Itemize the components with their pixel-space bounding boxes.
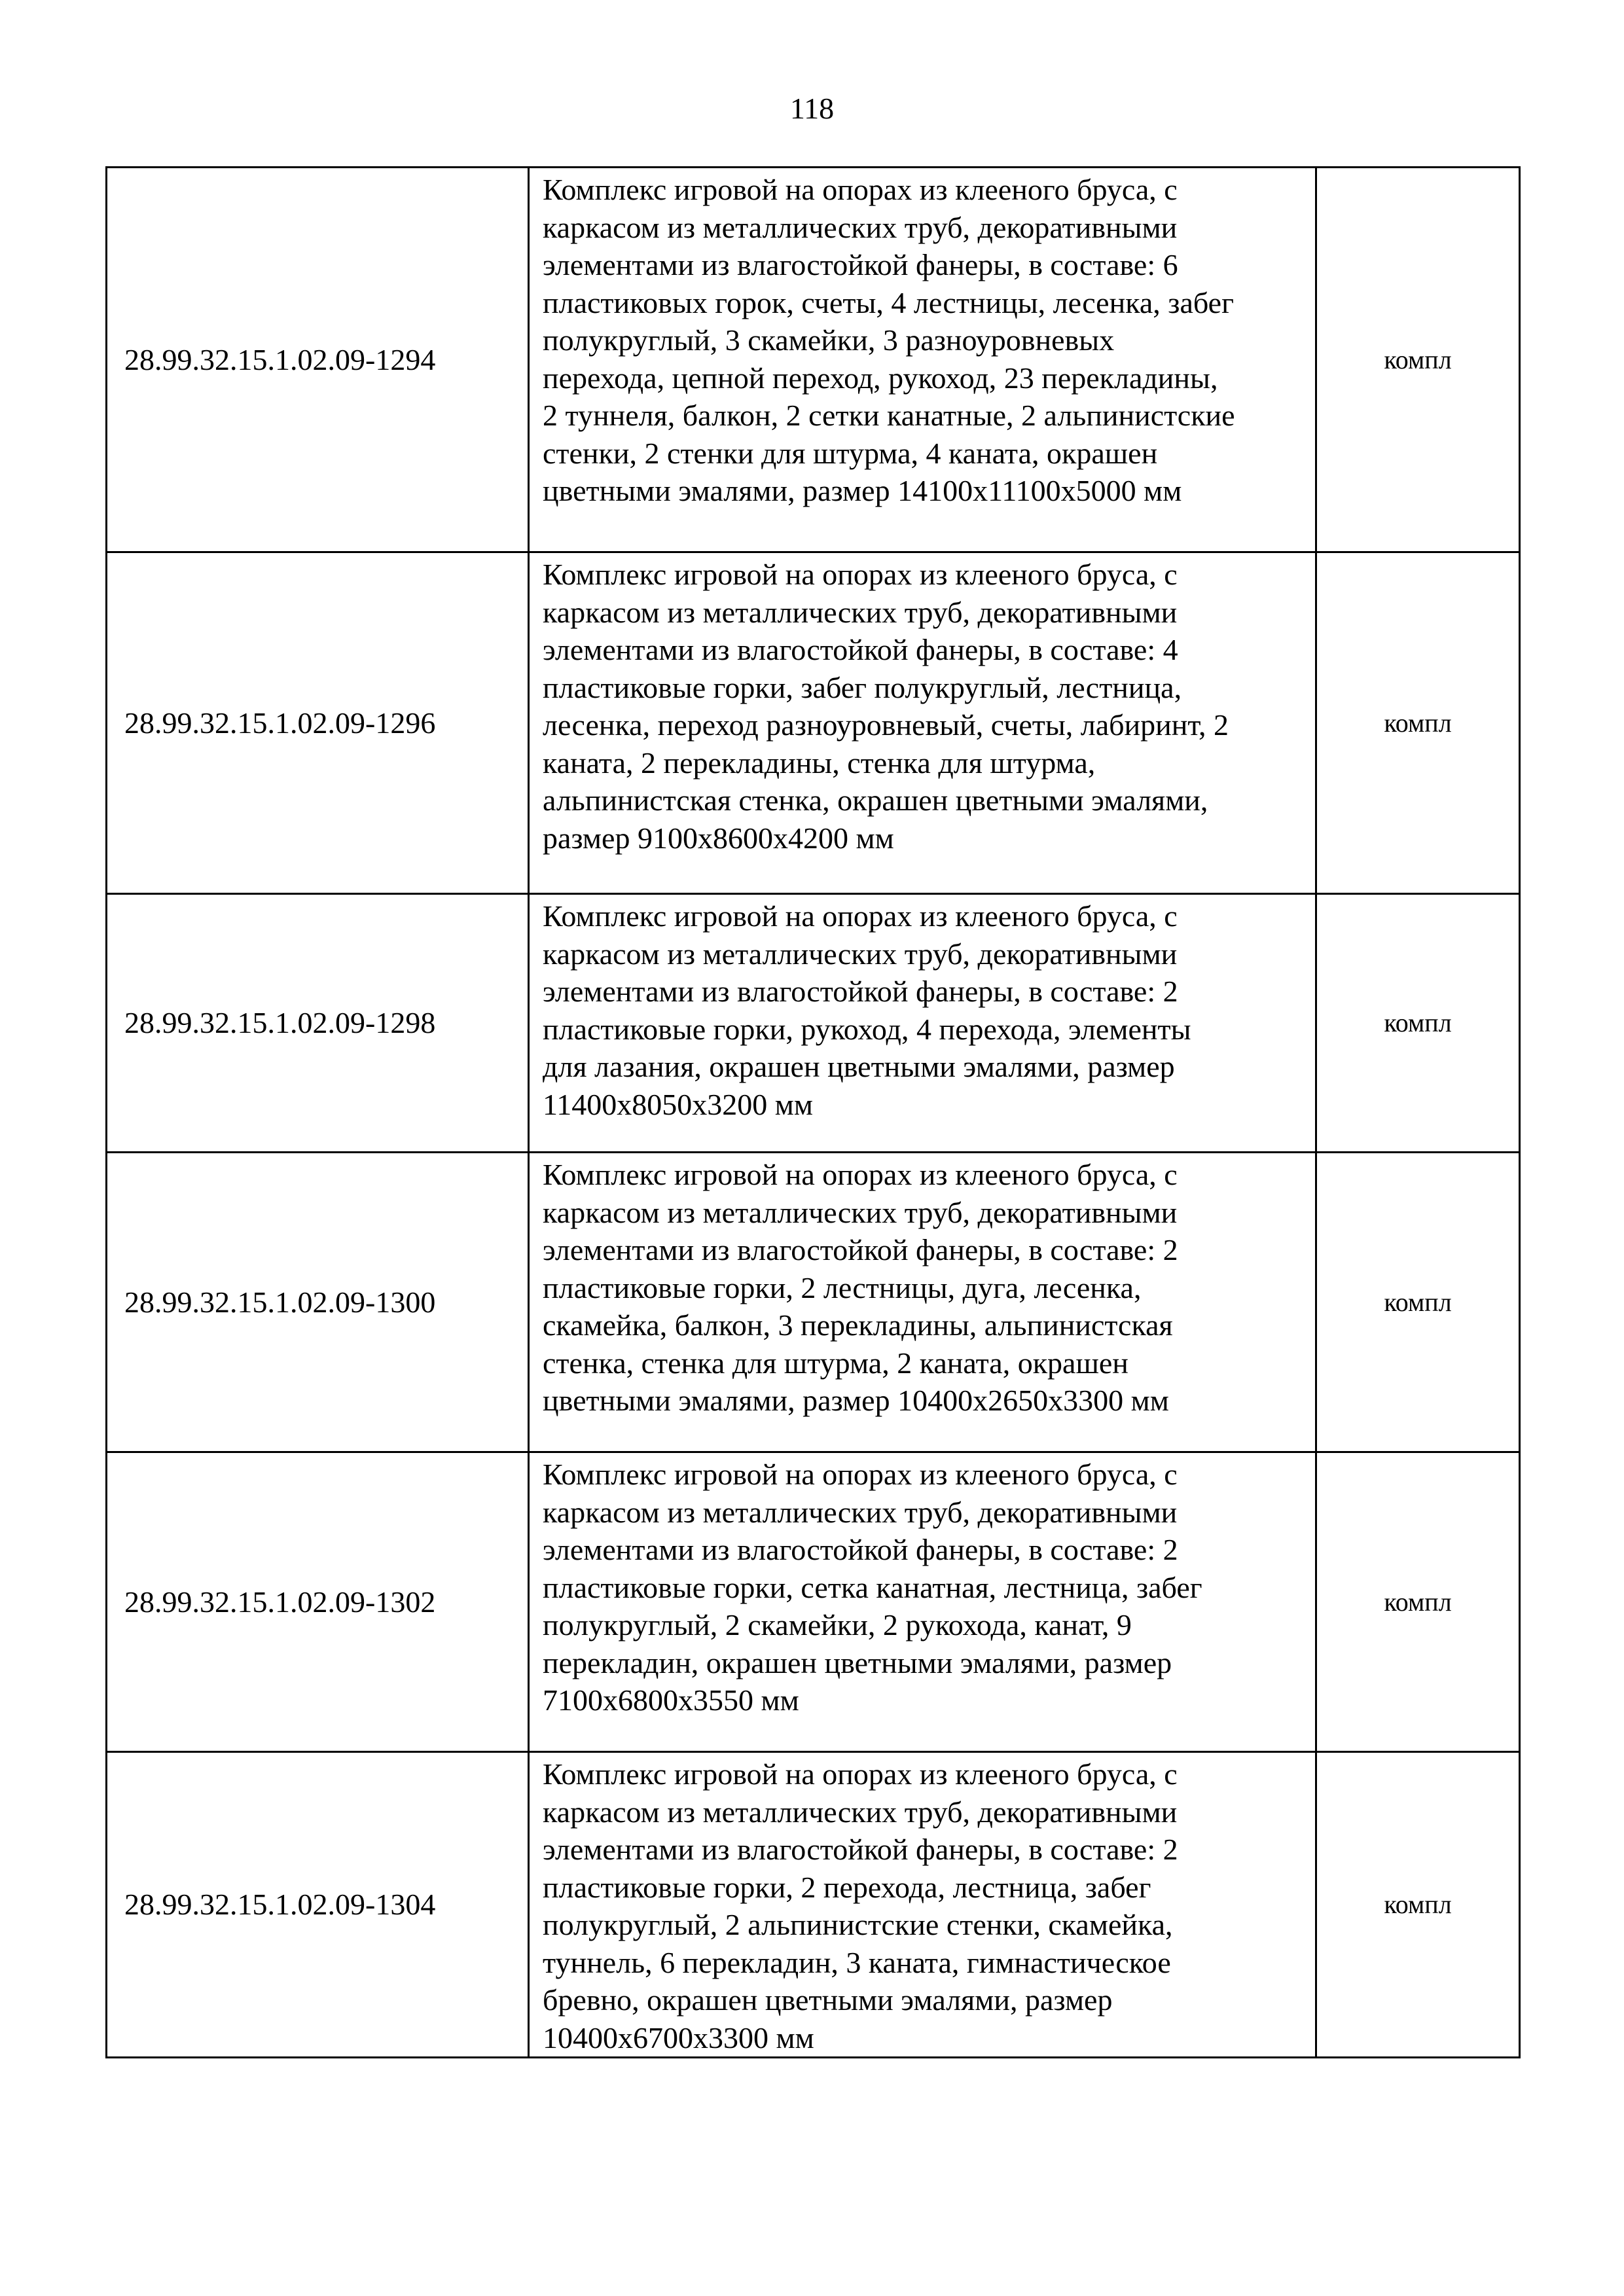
unit-of-measure: компл <box>1316 1452 1520 1752</box>
description-line: пластиковые горки, 2 лестницы, дуга, лесенка, <box>543 1270 1142 1304</box>
resource-description <box>529 552 1316 894</box>
description-line: каркасом из металлических труб, декоративными <box>543 1495 1178 1529</box>
description-line: цветными эмалями, размер 14100х11100х5000 мм <box>543 474 1182 507</box>
description-line: каркасом из металлических труб, декоративными <box>543 595 1178 629</box>
description-line: полукруглый, 2 альпинистские стенки, скамейка, <box>543 1908 1173 1941</box>
table-row <box>107 1452 1520 1752</box>
resource-description <box>529 168 1316 552</box>
description-line: бревно, окрашен цветными эмалями, размер <box>543 1983 1113 2017</box>
unit-of-measure: компл <box>1316 168 1520 552</box>
unit-of-measure: компл <box>1316 1153 1520 1452</box>
description-line: пластиковые горки, забег полукруглый, лестница, <box>543 670 1182 704</box>
resource-description <box>529 1452 1316 1752</box>
resource-code: 28.99.32.15.1.02.09-1300 <box>107 1153 529 1452</box>
description-line: каркасом из металлических труб, декоративными <box>543 937 1178 971</box>
table-row <box>107 552 1520 894</box>
resource-code: 28.99.32.15.1.02.09-1304 <box>107 1752 529 2058</box>
unit-of-measure: компл <box>1316 894 1520 1153</box>
resource-code: 28.99.32.15.1.02.09-1298 <box>107 894 529 1153</box>
description-line: пластиковых горок, счеты, 4 лестницы, лесенка, забег <box>543 285 1234 319</box>
description-line: элементами из влагостойкой фанеры, в составе: 6 <box>543 248 1178 281</box>
description-line: лесенка, переход разноуровневый, счеты, лабиринт, 2 <box>543 708 1229 742</box>
resource-description <box>529 894 1316 1153</box>
resource-code: 28.99.32.15.1.02.09-1294 <box>107 168 529 552</box>
description-line: каркасом из металлических труб, декоративными <box>543 210 1178 244</box>
description-line: стенки, 2 стенки для штурма, 4 каната, окрашен <box>543 436 1158 470</box>
description-line: Комплекс игровой на опорах из клееного бруса, с <box>543 1757 1178 1791</box>
description-line: каркасом из металлических труб, декоративными <box>543 1195 1178 1229</box>
description-line: скамейка, балкон, 3 перекладины, альпинистская <box>543 1308 1173 1342</box>
description-line: элементами из влагостойкой фанеры, в составе: 2 <box>543 1233 1178 1266</box>
table-row <box>107 1153 1520 1452</box>
description-line: пластиковые горки, 2 перехода, лестница, забег <box>543 1870 1151 1904</box>
description-line: Комплекс игровой на опорах из клееного бруса, с <box>543 173 1178 206</box>
description-line: 10400х6700х3300 мм <box>543 2020 814 2054</box>
description-line: каната, 2 перекладины, стенка для штурма, <box>543 745 1096 780</box>
description-line: пластиковые горки, рукоход, 4 перехода, элементы <box>543 1012 1191 1046</box>
description-line: туннель, 6 перекладин, 3 каната, гимнастическое <box>543 1945 1171 1979</box>
description-line: пластиковые горки, сетка канатная, лестница, забег <box>543 1570 1202 1604</box>
description-line: цветными эмалями, размер 10400х2650х3300 мм <box>543 1384 1169 1417</box>
description-line: элементами из влагостойкой фанеры, в составе: 4 <box>543 633 1178 666</box>
description-line: полукруглый, 2 скамейки, 2 рукохода, канат, 9 <box>543 1608 1132 1641</box>
table-row <box>107 168 1520 552</box>
table-row <box>107 894 1520 1153</box>
description-line: перехода, цепной переход, рукоход, 23 перекладины, <box>543 361 1218 395</box>
resource-code: 28.99.32.15.1.02.09-1302 <box>107 1452 529 1752</box>
description-line: Комплекс игровой на опорах из клееного бруса, с <box>543 1458 1178 1491</box>
description-line: размер 9100х8600х4200 мм <box>543 821 894 855</box>
page-number: 118 <box>789 92 835 125</box>
unit-of-measure: компл <box>1316 552 1520 894</box>
description-line: элементами из влагостойкой фанеры, в составе: 2 <box>543 1533 1178 1566</box>
description-line: альпинистская стенка, окрашен цветными эмалями, <box>543 783 1208 817</box>
description-line: 2 туннеля, балкон, 2 сетки канатные, 2 альпинистские <box>543 399 1235 432</box>
description-line: 11400х8050х3200 мм <box>543 1087 814 1121</box>
description-line: для лазания, окрашен цветными эмалями, размер <box>543 1050 1175 1083</box>
description-line: элементами из влагостойкой фанеры, в составе: 2 <box>543 1833 1178 1866</box>
description-line: Комплекс игровой на опорах из клееного бруса, с <box>543 899 1178 933</box>
description-line: каркасом из металлических труб, декоративными <box>543 1795 1178 1829</box>
description-line: полукруглый, 3 скамейки, 3 разноуровневых <box>543 323 1115 357</box>
description-line: перекладин, окрашен цветными эмалями, размер <box>543 1645 1172 1679</box>
description-line: элементами из влагостойкой фанеры, в составе: 2 <box>543 975 1178 1008</box>
table-row <box>107 1752 1520 2058</box>
description-line: Комплекс игровой на опорах из клееного бруса, с <box>543 558 1178 591</box>
description-line: стенка, стенка для штурма, 2 каната, окрашен <box>543 1346 1128 1380</box>
resource-table <box>105 166 1521 2058</box>
unit-of-measure: компл <box>1316 1752 1520 2058</box>
resource-code: 28.99.32.15.1.02.09-1296 <box>107 552 529 894</box>
resource-description <box>529 1752 1316 2058</box>
description-line: 7100х6800х3550 мм <box>543 1683 799 1717</box>
description-line: Комплекс игровой на опорах из клееного бруса, с <box>543 1158 1178 1191</box>
resource-description <box>529 1153 1316 1452</box>
